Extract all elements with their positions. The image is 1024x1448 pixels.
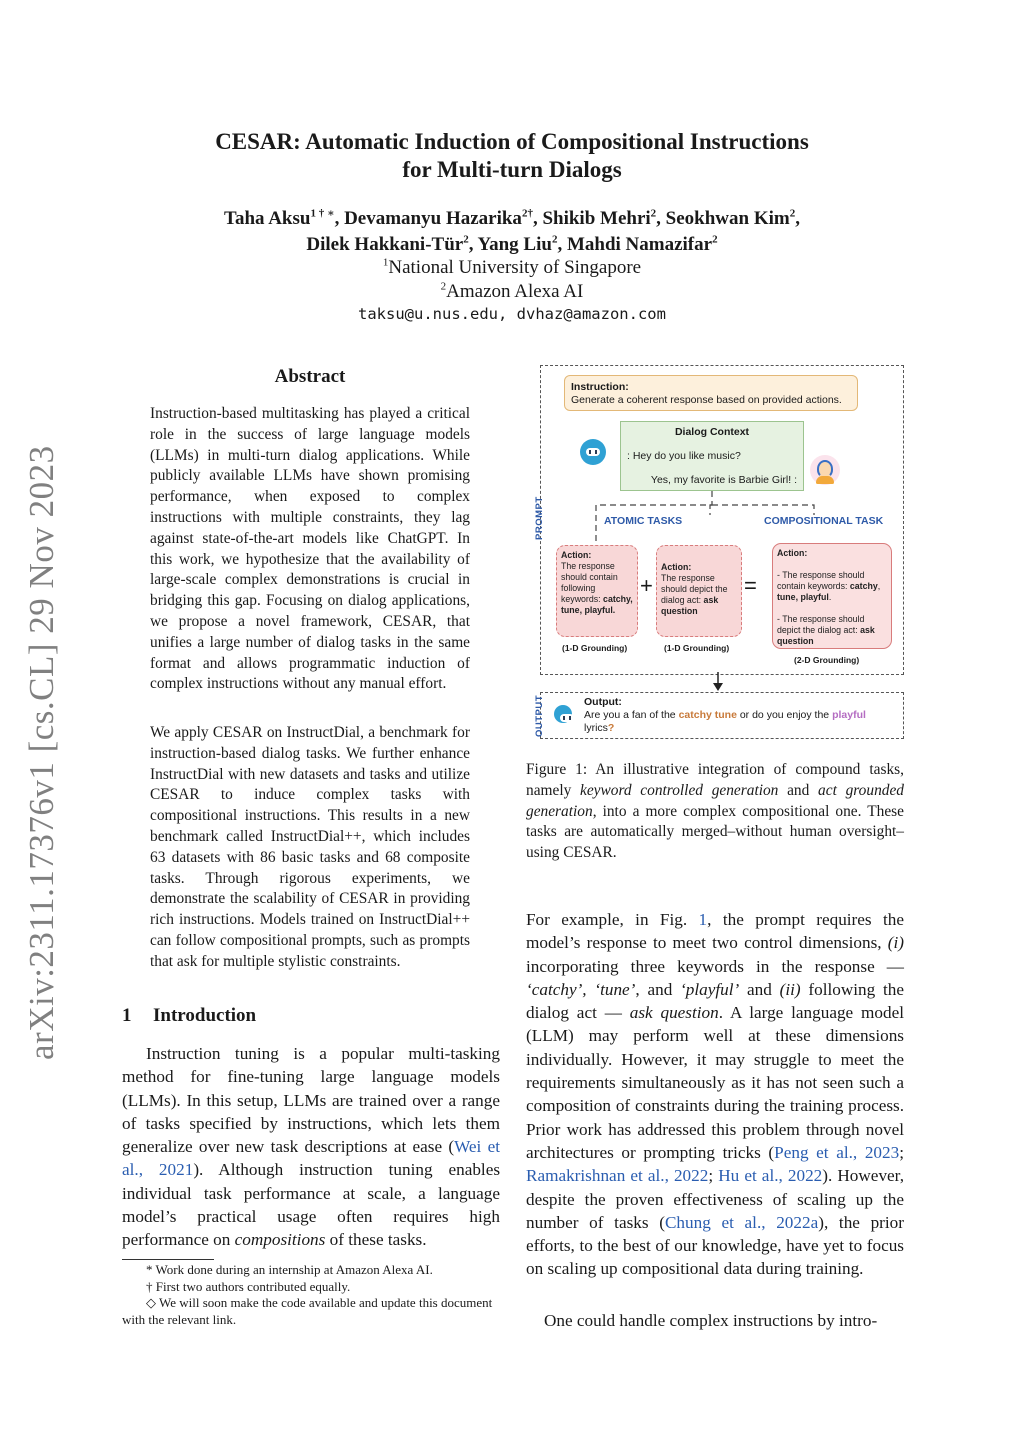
abstract-heading: Abstract [274, 366, 346, 387]
text-run: of these tasks. [325, 1230, 427, 1250]
card-heading: Action: [661, 562, 692, 572]
atomic-task-card-keywords [556, 545, 638, 637]
footnote-2: † First two authors contributed equally. [146, 1278, 351, 1294]
footnote-3: ◇ We will soon make the code available and update this document with the relevant link. [122, 1295, 493, 1327]
footnote-1: * Work done during an internship at Amazon Alexa AI. [146, 1262, 433, 1277]
text-run: , the prompt requires the model’s response to meet two control dimensions, [526, 910, 904, 953]
author-sup: 2 [551, 233, 558, 246]
grounding-label-3: (2-D Grounding) [794, 655, 860, 665]
card-text: . [828, 592, 832, 602]
author-name: Mahdi Namazifar [566, 234, 713, 255]
text-run: ). However, despite the proven effectiveness of scaling up the number of tasks ( [526, 1166, 904, 1232]
highlight-keyword: playful [832, 709, 866, 721]
figure-1 [534, 365, 904, 737]
author-sup: 2 [650, 207, 657, 220]
text-run: , into a more complex compositional one. These tasks are automatically merged–without human oversight–using CESAR. [526, 802, 904, 862]
card-keyword: catchy [849, 581, 878, 591]
text-run: For example, in Fig. [526, 910, 699, 929]
affil-sup: 1 [382, 256, 389, 269]
text-run: ), the prior efforts, to the best of our knowledge, have yet to focus on scaling up compositional data during training. [526, 1212, 904, 1279]
text-run: and [739, 979, 780, 999]
grounding-label-1: (1-D Grounding) [562, 643, 628, 653]
text-run: lyrics [584, 722, 608, 734]
figure-reference-link[interactable]: 1 [698, 910, 708, 929]
compositional-task-card [772, 543, 892, 649]
plus-sign: + [640, 573, 653, 598]
citation-link[interactable]: Hu et al., 2022 [718, 1166, 823, 1186]
text-run: ; [708, 1166, 719, 1186]
highlight-question-mark: ? [607, 722, 615, 734]
affiliations [120, 256, 904, 304]
text-run: Are you a fan of the [584, 709, 679, 721]
grounding-label-2: (1-D Grounding) [664, 643, 730, 653]
author-emails: taksu@u.nus.edu, dvhaz@amazon.com [358, 305, 666, 323]
dialog-turn-user: Yes, my favorite is Barbie Girl! : [650, 474, 797, 486]
instruction-text: Generate a coherent response based on provided actions. [571, 394, 842, 406]
atomic-task-card-dialog-act [656, 545, 742, 637]
author-list: Taha Aksu$^{1 \dagger ∗}$, Devamanyu Hazarika$^{2\dagger}$, Shikib Mehri$^2$, Seokhwan Kim$^2$, Dilek Hakkani-Tür$^2$, Yang Liu$^2$, Mahdi Namazifar$^2$ [224, 207, 800, 255]
card-text: - The response should contain keywords: [777, 570, 865, 591]
card-text: - The response should depict the dialog act: [777, 614, 865, 635]
dialog-context-title: Dialog Context [674, 426, 750, 438]
arxiv-stamp: arXiv:2311.17376v1 [cs.CL] 29 Nov 2023 [22, 445, 61, 1060]
text-run: incorporating three keywords in the response — [526, 956, 904, 976]
card-text: The response should depict the dialog act: [661, 573, 728, 605]
author-sup: 2† [521, 207, 533, 220]
section-title: Introduction [153, 1005, 257, 1026]
citation-link[interactable]: Chung et al., 2022a [664, 1212, 819, 1232]
text-run: , and [635, 979, 681, 999]
footnote-divider [122, 1259, 214, 1260]
text-run: ; [899, 1142, 904, 1162]
connector-compositional [712, 505, 814, 515]
right-paragraph-1 [526, 908, 904, 1281]
paper-title [120, 128, 904, 184]
title-line-2: for Multi-turn Dialogs [402, 157, 622, 182]
connector-split [710, 505, 712, 515]
emphasis: (i) [887, 933, 904, 953]
author-name: Devamanyu Hazarika [344, 208, 522, 229]
text-run: Figure 1: An illustrative integration of compound tasks, namely [526, 761, 904, 799]
compositional-task-label: COMPOSITIONAL TASK [764, 515, 884, 527]
affil-sup: 2 [440, 280, 447, 293]
author-sup: 2 [463, 233, 469, 246]
prompt-label: PROMPT [534, 496, 545, 540]
card-dialog-act: ask question [777, 625, 875, 646]
card-keywords: catchy, tune, playful. [561, 594, 633, 615]
text-run: or do you enjoy the [736, 709, 833, 721]
affiliation-1: National University of Singapore [388, 257, 642, 278]
equals-sign: = [744, 573, 757, 598]
intro-paragraph-1 [122, 1042, 500, 1252]
author-sup: 2 [712, 233, 718, 246]
output-label: OUTPUT [534, 694, 545, 737]
author-name: Yang Liu [477, 234, 552, 255]
text-run: ). Although instruction tuning enables individual task performance at scale, a language model’s practical usage often requires high performance on [122, 1160, 501, 1250]
author-name: Taha Aksu [224, 208, 311, 229]
affiliation-2: Amazon Alexa AI [446, 281, 584, 302]
footnotes [122, 1262, 500, 1328]
section-number: 1 [122, 1005, 132, 1026]
output-arrow-head [713, 683, 723, 691]
output-text [584, 696, 866, 735]
emphasis: (ii) [779, 979, 801, 999]
emphasis: compositions [234, 1230, 326, 1250]
text-run: . A large language model (LLM) may perform well at these dimensions individually. However, it may struggle to meet the requirements simultaneously as it has not seen such a composition of constraints during the training process. Prior work has addressed this problem through novel architectures or prompting tricks ( [526, 1003, 904, 1162]
right-paragraph-2: One could handle complex instructions by intro- [544, 1311, 878, 1330]
emphasis: ‘playful’ [680, 979, 740, 999]
dialog-turn-bot: : Hey do you like music? [627, 450, 741, 462]
author-name: Seokhwan Kim [665, 208, 790, 229]
author-name: Dilek Hakkani-Tür [306, 234, 464, 255]
author-sup: 1 † ∗ [310, 207, 335, 220]
emphasis: ask question [629, 1003, 719, 1023]
text-run: and [778, 781, 819, 799]
emphasis: ‘catchy’, ‘tune’ [526, 979, 636, 999]
abstract-paragraph-1: Instruction-based multitasking has played a critical role in the success of large language models (LLMs) in multi-turn dialog applications. While publicly available LLMs have shown promising performance, when exposed to complex instructions with multiple constraints, they lag against state-of-the-art models like ChatGPT. In this work, we hypothesize that the availability of large-scale complex demonstrations is crucial in bridging this gap. Focusing on dialog applications, we propose a novel framework, CESAR, that unifies a large number of dialog tasks in the same format and allows programmatic induction of complex instructions without any manual effort. [150, 405, 470, 693]
citation-link[interactable]: Ramakrishnan et al., 2022 [526, 1166, 709, 1186]
card-keyword: tune, playful [777, 592, 829, 602]
title-line-1: CESAR: Automatic Induction of Compositional Instructions [215, 129, 809, 154]
highlight-keyword: catchy tune [678, 709, 737, 721]
text-run: Instruction tuning is a popular multi-tasking method for fine-tuning large language models (LLMs). In this setup, LLMs are trained over a range of tasks specified by instructions, which lets them generalize over new task descriptions at ease ( [122, 1044, 500, 1157]
author-name: Shikib Mehri [542, 208, 651, 229]
author-sup: 2 [789, 207, 796, 220]
card-text: The response should contain following keywords: [561, 561, 618, 604]
card-dialog-act: ask question [661, 595, 719, 616]
figure-caption [526, 760, 904, 864]
card-heading: Action: [777, 548, 808, 558]
text-run: following the dialog act — [526, 979, 904, 1023]
card-heading: Action: [561, 550, 592, 560]
emphasis: keyword controlled generation [580, 781, 779, 799]
atomic-tasks-label: ATOMIC TASKS [604, 515, 683, 527]
citation-link[interactable]: Wei et al., 2021 [122, 1137, 500, 1180]
card-text: , [877, 581, 881, 591]
citation-link[interactable]: Peng et al., 2023 [774, 1142, 900, 1162]
instruction-heading: Instruction: [571, 381, 629, 393]
emphasis: act grounded generation [526, 781, 904, 820]
section-heading-introduction [122, 1005, 256, 1027]
output-heading: Output: [584, 696, 622, 708]
abstract-paragraph-2: We apply CESAR on InstructDial, a benchmark for instruction-based dialog tasks. We further enhance InstructDial with new datasets and tasks and utilize CESAR to induce complex tasks with compositional instructions. This results in a new benchmark called InstructDial++, which includes 63 datasets with 86 basic tasks and 68 composite tasks. Through rigorous experiments, we demonstrate the scalability of CESAR in providing rich instructions. Models trained on InstructDial++ can follow compositional prompts, such as prompts that ask for multiple stylistic constraints. [150, 724, 470, 970]
bot-output-icon [554, 705, 572, 723]
